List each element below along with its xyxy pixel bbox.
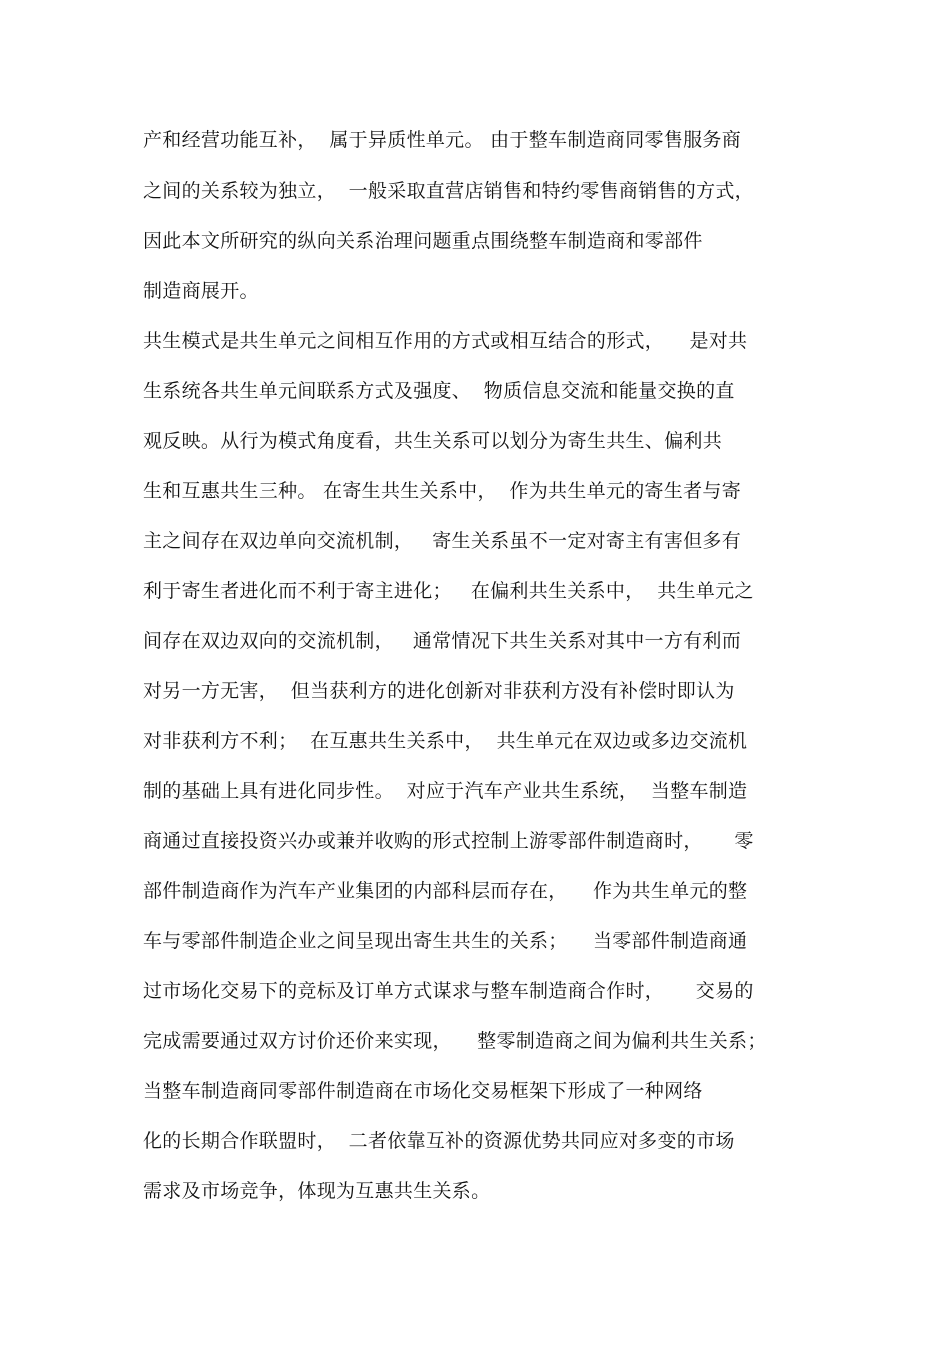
text-line: 部件制造商作为汽车产业集团的内部科层而存在， 作为共生单元的整 xyxy=(143,880,748,902)
text-line: 间存在双边双向的交流机制， 通常情况下共生关系对其中一方有利而 xyxy=(143,630,742,652)
text-line: 生系统各共生单元间联系方式及强度、 物质信息交流和能量交换的直 xyxy=(143,380,735,402)
text-line: 对另一方无害， 但当获利方的进化创新对非获利方没有补偿时即认为 xyxy=(143,680,735,702)
text-line: 车与零部件制造企业之间呈现出寄生共生的关系； 当零部件制造商通 xyxy=(143,930,748,952)
text-line: 过市场化交易下的竞标及订单方式谋求与整车制造商合作时， 交易的 xyxy=(143,980,754,1002)
text-line: 共生模式是共生单元之间相互作用的方式或相互结合的形式， 是对共 xyxy=(143,330,748,352)
text-line: 因此本文所研究的纵向关系治理问题重点围绕整车制造商和零部件 xyxy=(143,230,703,252)
text-line: 利于寄生者进化而不利于寄主进化； 在偏利共生关系中， 共生单元之 xyxy=(143,580,754,602)
text-line: 主之间存在双边单向交流机制， 寄生关系虽不一定对寄主有害但多有 xyxy=(143,530,742,552)
text-line: 制造商展开。 xyxy=(143,280,259,302)
text-line: 制的基础上具有进化同步性。 对应于汽车产业共生系统， 当整车制造 xyxy=(143,780,748,802)
text-line: 产和经营功能互补， 属于异质性单元。 由于整车制造商同零售服务商 xyxy=(143,129,742,151)
text-line: 之间的关系较为独立， 一般采取直营店销售和特约零售商销售的方式， xyxy=(143,180,754,202)
text-line: 化的长期合作联盟时， 二者依靠互补的资源优势共同应对多变的市场 xyxy=(143,1130,735,1152)
text-line: 完成需要通过双方讨价还价来实现， 整零制造商之间为偏利共生关系； xyxy=(143,1030,767,1052)
text-line: 当整车制造商同零部件制造商在市场化交易框架下形成了一种网络 xyxy=(143,1080,703,1102)
text-line: 商通过直接投资兴办或兼并收购的形式控制上游零部件制造商时， 零 xyxy=(143,830,754,852)
text-line: 对非获利方不利； 在互惠共生关系中， 共生单元在双边或多边交流机 xyxy=(143,730,748,752)
text-line: 需求及市场竞争，体现为互惠共生关系。 xyxy=(143,1180,491,1202)
text-line: 生和互惠共生三种。 在寄生共生关系中， 作为共生单元的寄生者与寄 xyxy=(143,480,742,502)
text-line: 观反映。从行为模式角度看，共生关系可以划分为寄生共生、偏利共 xyxy=(143,430,723,452)
